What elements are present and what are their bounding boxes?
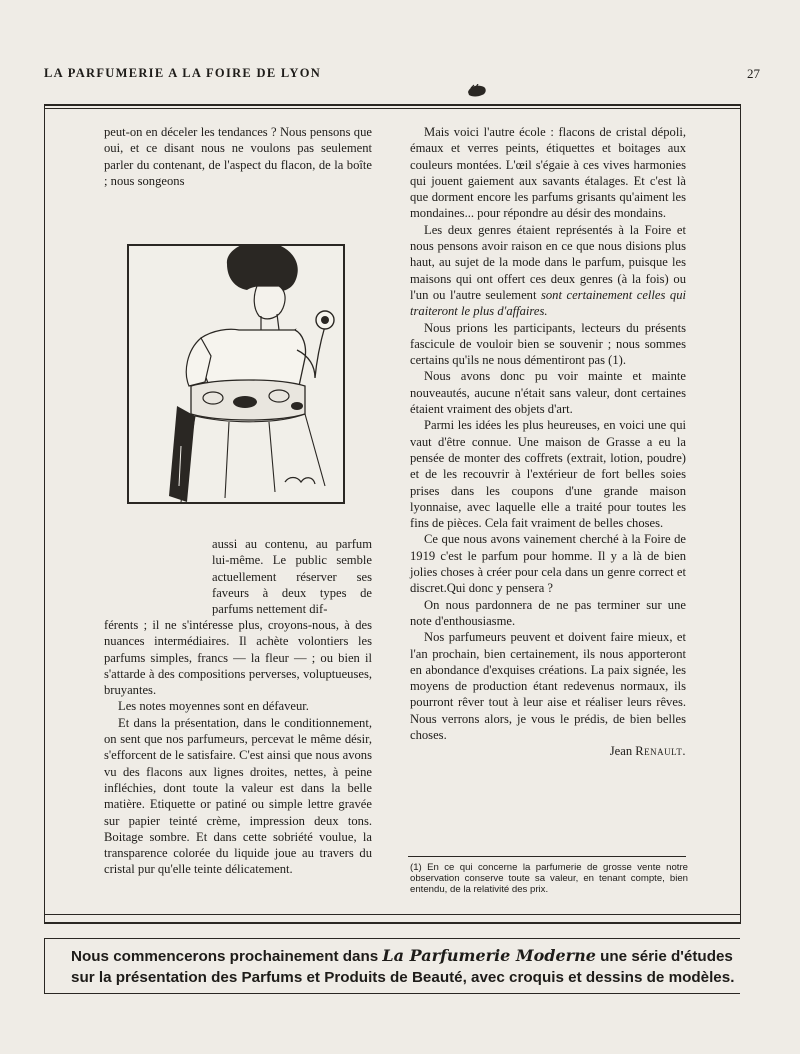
- right-paragraph: Ce que nous avons vainement cherché à la Foire de 1919 c'est le parfum pour homme. Il y a là de bien jolies choses à créer pour cela dans un genre correct et discret.Qui donc y pensera ?: [410, 532, 686, 596]
- right-paragraph: Parmi les idées les plus heureuses, en voici une qui vaut d'être connue. Une maison de Grasse a eu la pensée de monter des coffrets (extrait, lotion, poudre) et de les recouvrir à l'extérieur de fort belles soies prises dans les coupons d'une grande maison lyonnaise, avec laquelle elle a traité pour toutes les fins de pièces. Cela fait vraiment de belles choses.: [410, 418, 686, 531]
- announcement-line1-a: Nous commencerons prochainement dans: [71, 948, 383, 965]
- footnote: (1) En ce qui concerne la parfumerie de grosse vente notre observation conserve toute sa valeur, en tenant compte, bien entendu, de la relativité des prix.: [410, 862, 688, 895]
- frame-bottom-rule: [44, 914, 741, 915]
- left-wrap-text: [212, 536, 372, 617]
- left-column-lower: [104, 617, 372, 878]
- announcement-line1-b: une série d'études: [595, 948, 733, 965]
- right-paragraph: Mais voici l'autre école : flacons de cristal dépoli, émaux et verres peints, étiquettes et boitages aux couleurs montées. L'œil s'égaie à ces vives harmonies qui jouent gaiement aux savants étalages. Et c'est là que dorment encore les parfums grisants qu'aiment les mondaines... pour répondre au désir des mondains.: [410, 125, 686, 221]
- footnote-rule: [408, 856, 686, 857]
- announcement-line-1: [71, 945, 733, 968]
- announcement-line-2: sur la présentation des Parfums et Produits de Beauté, avec croquis et dessins de modèles.: [71, 969, 735, 986]
- right-paragraph-with-italic: [410, 222, 686, 320]
- left-top-text: peut-on en déceler les tendances ? Nous pensons que oui, et ce disant nous ne voulons pas seulement parler du contenant, de l'aspect du flacon, de la boîte ; nous songeons: [104, 125, 372, 188]
- announcement-box: [44, 938, 740, 994]
- right-p2-start: Les deux genres étaient représentés à la Foire et nous pensons avoir raison en ce que nous disions plus haut, au sujet de la mode dans le parfum, puisque les maisons qui ont offert ces deux genres (à la fois) ou l'un ou l'autre seulement: [410, 222, 686, 302]
- right-paragraph: Nos parfumeurs peuvent et doivent faire mieux, et l'an prochain, bien certainement, ils nous apporteront en abondance d'exquises créations. La paix signée, les moyens de production étant redevenus normaux, ils pourront rêver tout à leur aise et réaliser leurs rêves. Nous verrons alors, je vous le prédis, de bien belles choses.: [410, 630, 686, 742]
- left-paragraph: Les notes moyennes sont en défaveur.: [118, 699, 309, 714]
- left-paragraph: Et dans la présentation, dans le conditionnement, on sent que nos parfumeurs, percevat le même désir, s'efforcent de le satisfaire. C'est ainsi que nous avons vu des flacons aux lignes droites, nettes, à peine infléchies, dont toute la valeur est dans la belle matière. Etiquette or patiné ou simple lettre gravée sur papier teinté crème, impression deux tons. Boitage sombre. Et dans cette sobriété voulue, la transparence colorée du liquide joue au travers du cristal pur qu'elle teinte délicatement.: [104, 715, 372, 877]
- frame-top-rule: [44, 108, 741, 109]
- page-number: 27: [747, 66, 760, 81]
- wrap-text: aussi au contenu, au parfum lui-même. Le public semble actuellement réserver ses faveurs à deux types de parfums nettement dif-: [212, 537, 372, 617]
- signature-first-name: Jean: [609, 744, 636, 759]
- right-p2-italic: sont certainement celles qui traiteront le plus d'affaires.: [410, 287, 686, 319]
- ornament-icon: [466, 84, 488, 98]
- woman-figure-drawing: [129, 246, 343, 502]
- signature-last-name: Renault.: [635, 744, 686, 759]
- right-paragraph: Nous avons donc pu voir mainte et mainte nouveautés, aucune n'était sans valeur, dont certaines étaient vraiment des objets d'art.: [410, 369, 686, 417]
- right-column: [410, 124, 686, 760]
- left-paragraph: férents ; il ne s'intéresse plus, croyons-nous, à des nuances intermédiaires. Il achète volontiers les parfums simples, francs — la fleur — ; ou bien il s'attarde à des compositions perverses, voluptueuses, bruyantes.: [104, 618, 372, 698]
- right-paragraph: On nous pardonnera de ne pas terminer sur une note d'enthousiasme.: [410, 597, 686, 628]
- running-head-title: LA PARFUMERIE A LA FOIRE DE LYON: [44, 66, 322, 80]
- fashion-illustration: [127, 244, 345, 504]
- right-paragraph: Nous prions les participants, lecteurs du présents fascicule de vouloir bien se souvenir ; nous sommes certains qu'ils ne nous démentiront pas (1).: [410, 320, 686, 368]
- left-column-top: [104, 124, 372, 189]
- running-head: [44, 66, 760, 84]
- author-signature: [410, 743, 686, 759]
- magazine-title: La Parfumerie Moderne: [382, 946, 596, 965]
